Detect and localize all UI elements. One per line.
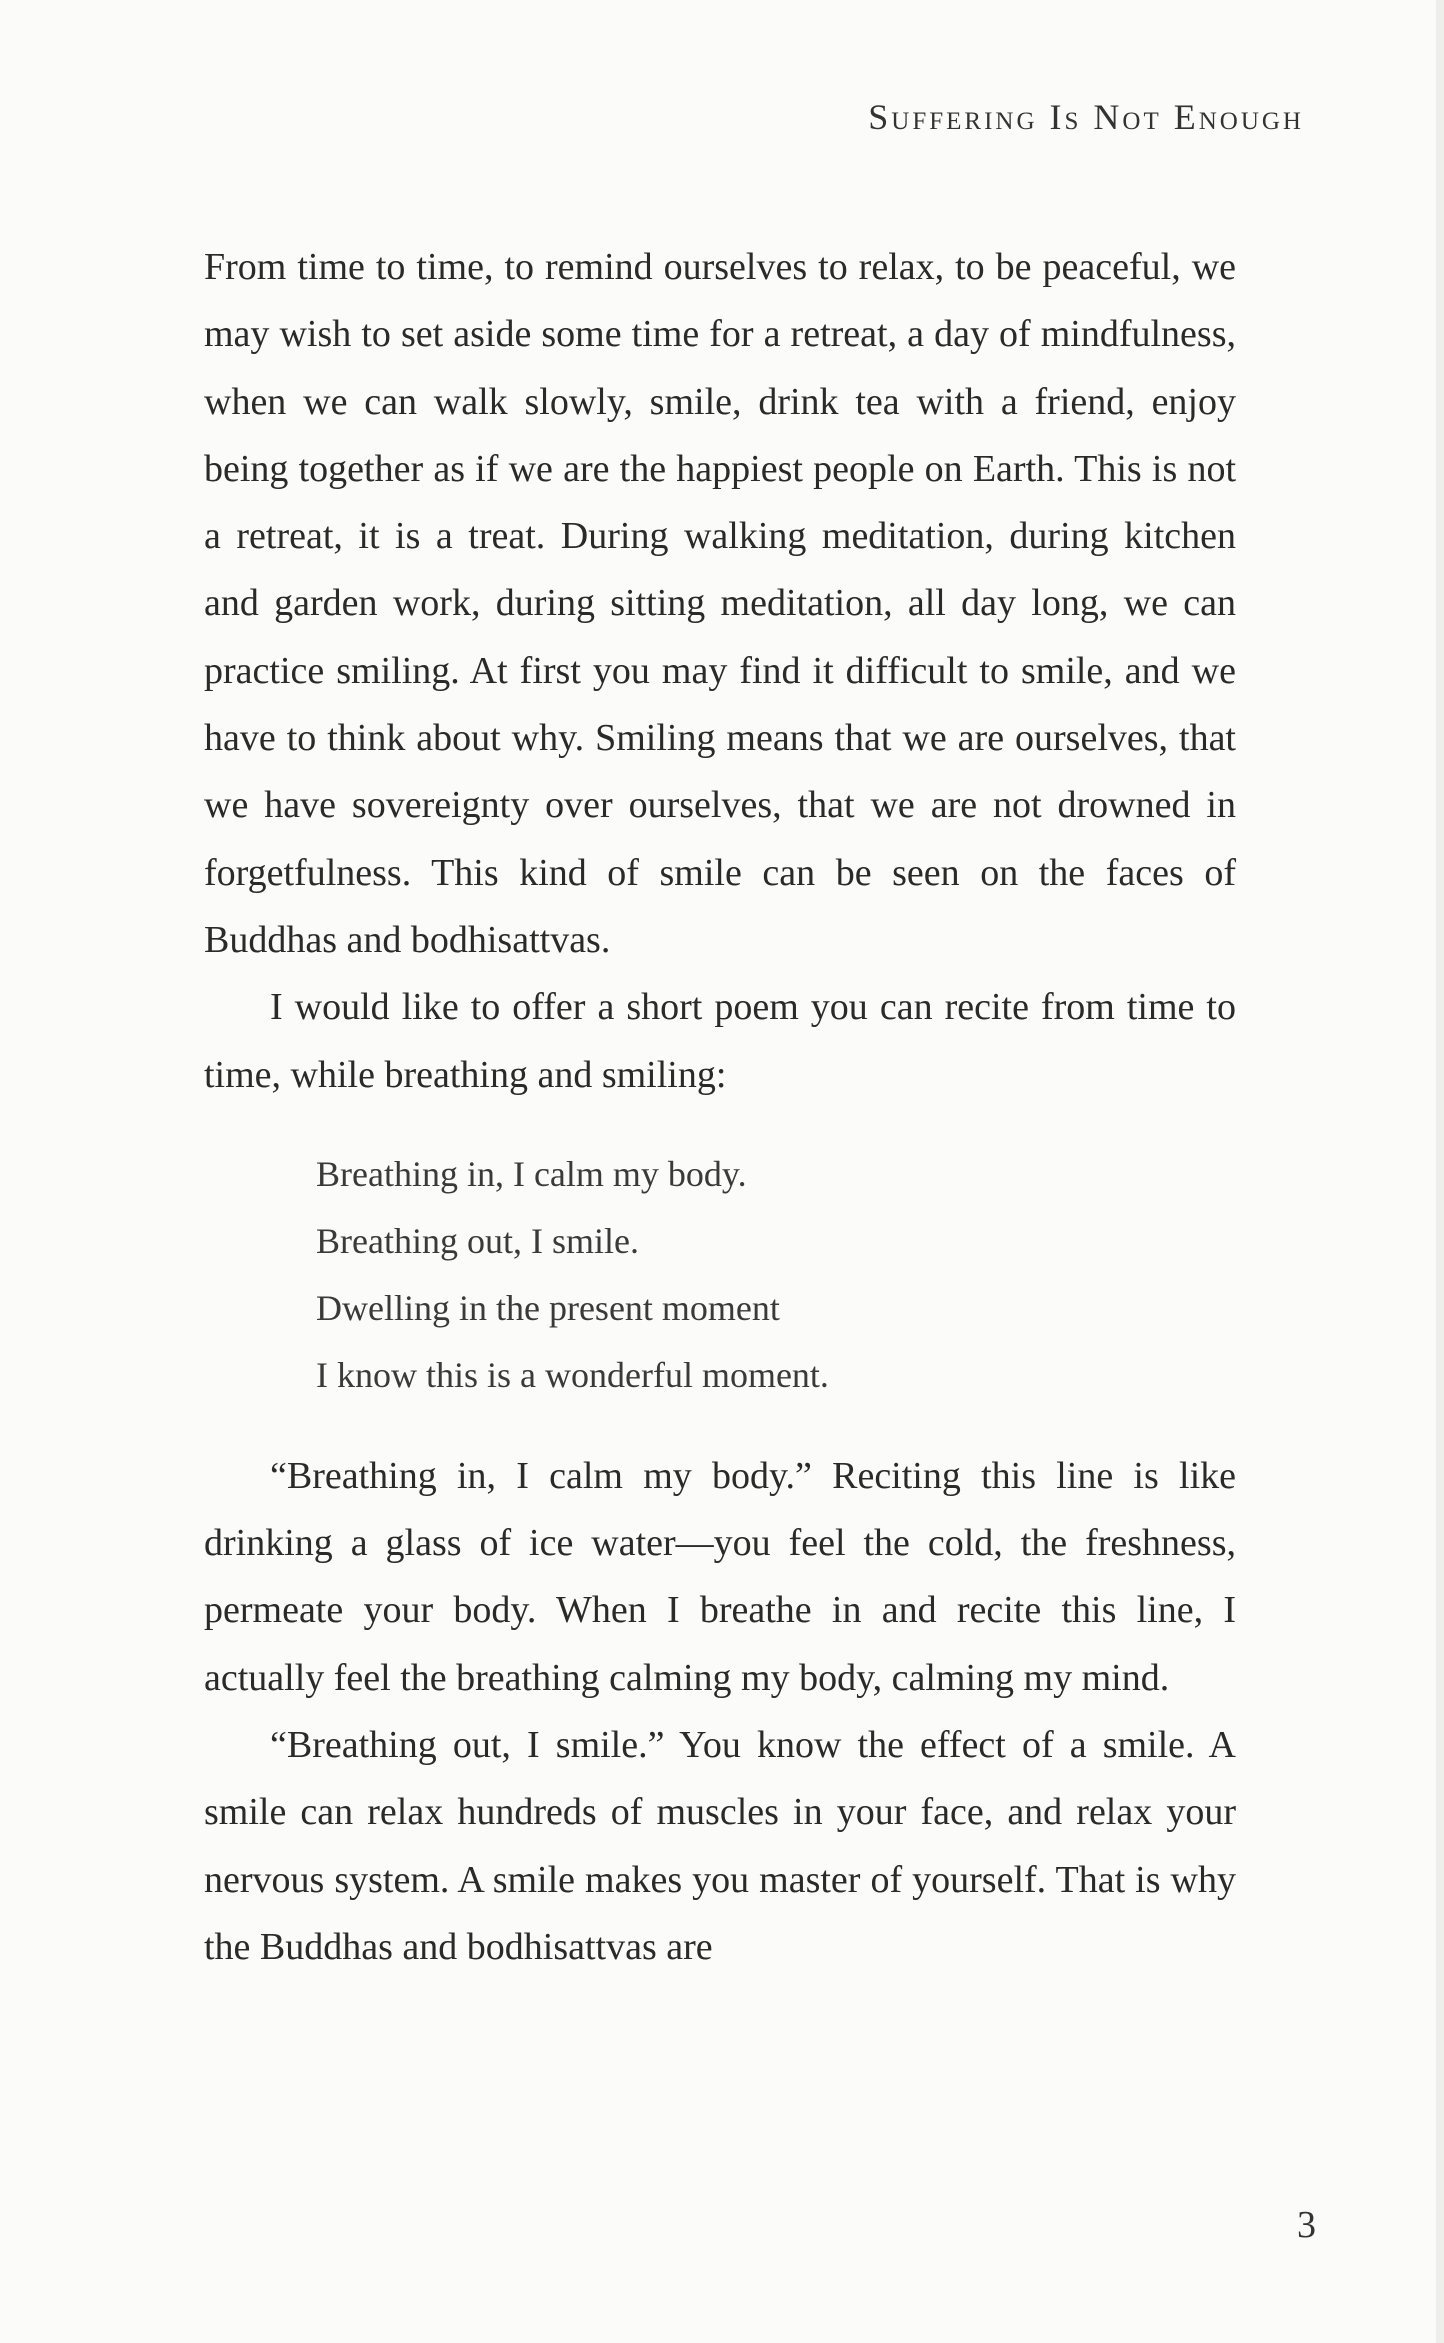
page-number: 3 (1297, 2204, 1316, 2246)
poem-line: Breathing out, I smile. (316, 1220, 639, 1261)
poem (316, 1141, 1236, 1409)
poem-line: Dwelling in the present moment (316, 1287, 780, 1328)
paragraph-poem-intro: I would like to offer a short poem you can recite from time to time, while breathing and smiling: (204, 986, 1236, 1096)
running-head: Suffering Is Not Enough (868, 97, 1304, 137)
poem-line: I know this is a wonderful moment. (316, 1354, 829, 1395)
paragraph-smile: “Breathing out, I smile.” You know the effect of a smile. A smile can relax hundreds of muscles in your face, and relax your nervous system. A smile makes you master of yourself. That is why the Buddhas and bodhisattvas are (204, 1724, 1236, 1968)
poem-line: Breathing in, I calm my body. (316, 1153, 747, 1194)
paragraph-calm-body: “Breathing in, I calm my body.” Reciting this line is like drinking a glass of ice water—you feel the cold, the freshness, permeate your body. When I breathe in and recite this line, I actually feel the breathing calming my body, calming my mind. (204, 1454, 1236, 1699)
paragraph-retreat: From time to time, to remind ourselves to relax, to be peaceful, we may wish to set aside some time for a retreat, a day of mindfulness, when we can walk slowly, smile, drink tea with a friend, enjoy being together as if we are the happiest people on Earth. This is not a retreat, it is a treat. During walking meditation, during kitchen and garden work, during sitting meditation, all day long, we can practice smiling. At first you may find it difficult to smile, and we have to think about why. Smiling means that we are ourselves, that we have sovereignty over ourselves, that we are not drowned in forgetfulness. This kind of smile can be seen on the faces of Buddhas and bodhisattvas. (204, 246, 1236, 961)
scan-edge-shadow (1436, 0, 1444, 2343)
body-text (204, 234, 1236, 1981)
